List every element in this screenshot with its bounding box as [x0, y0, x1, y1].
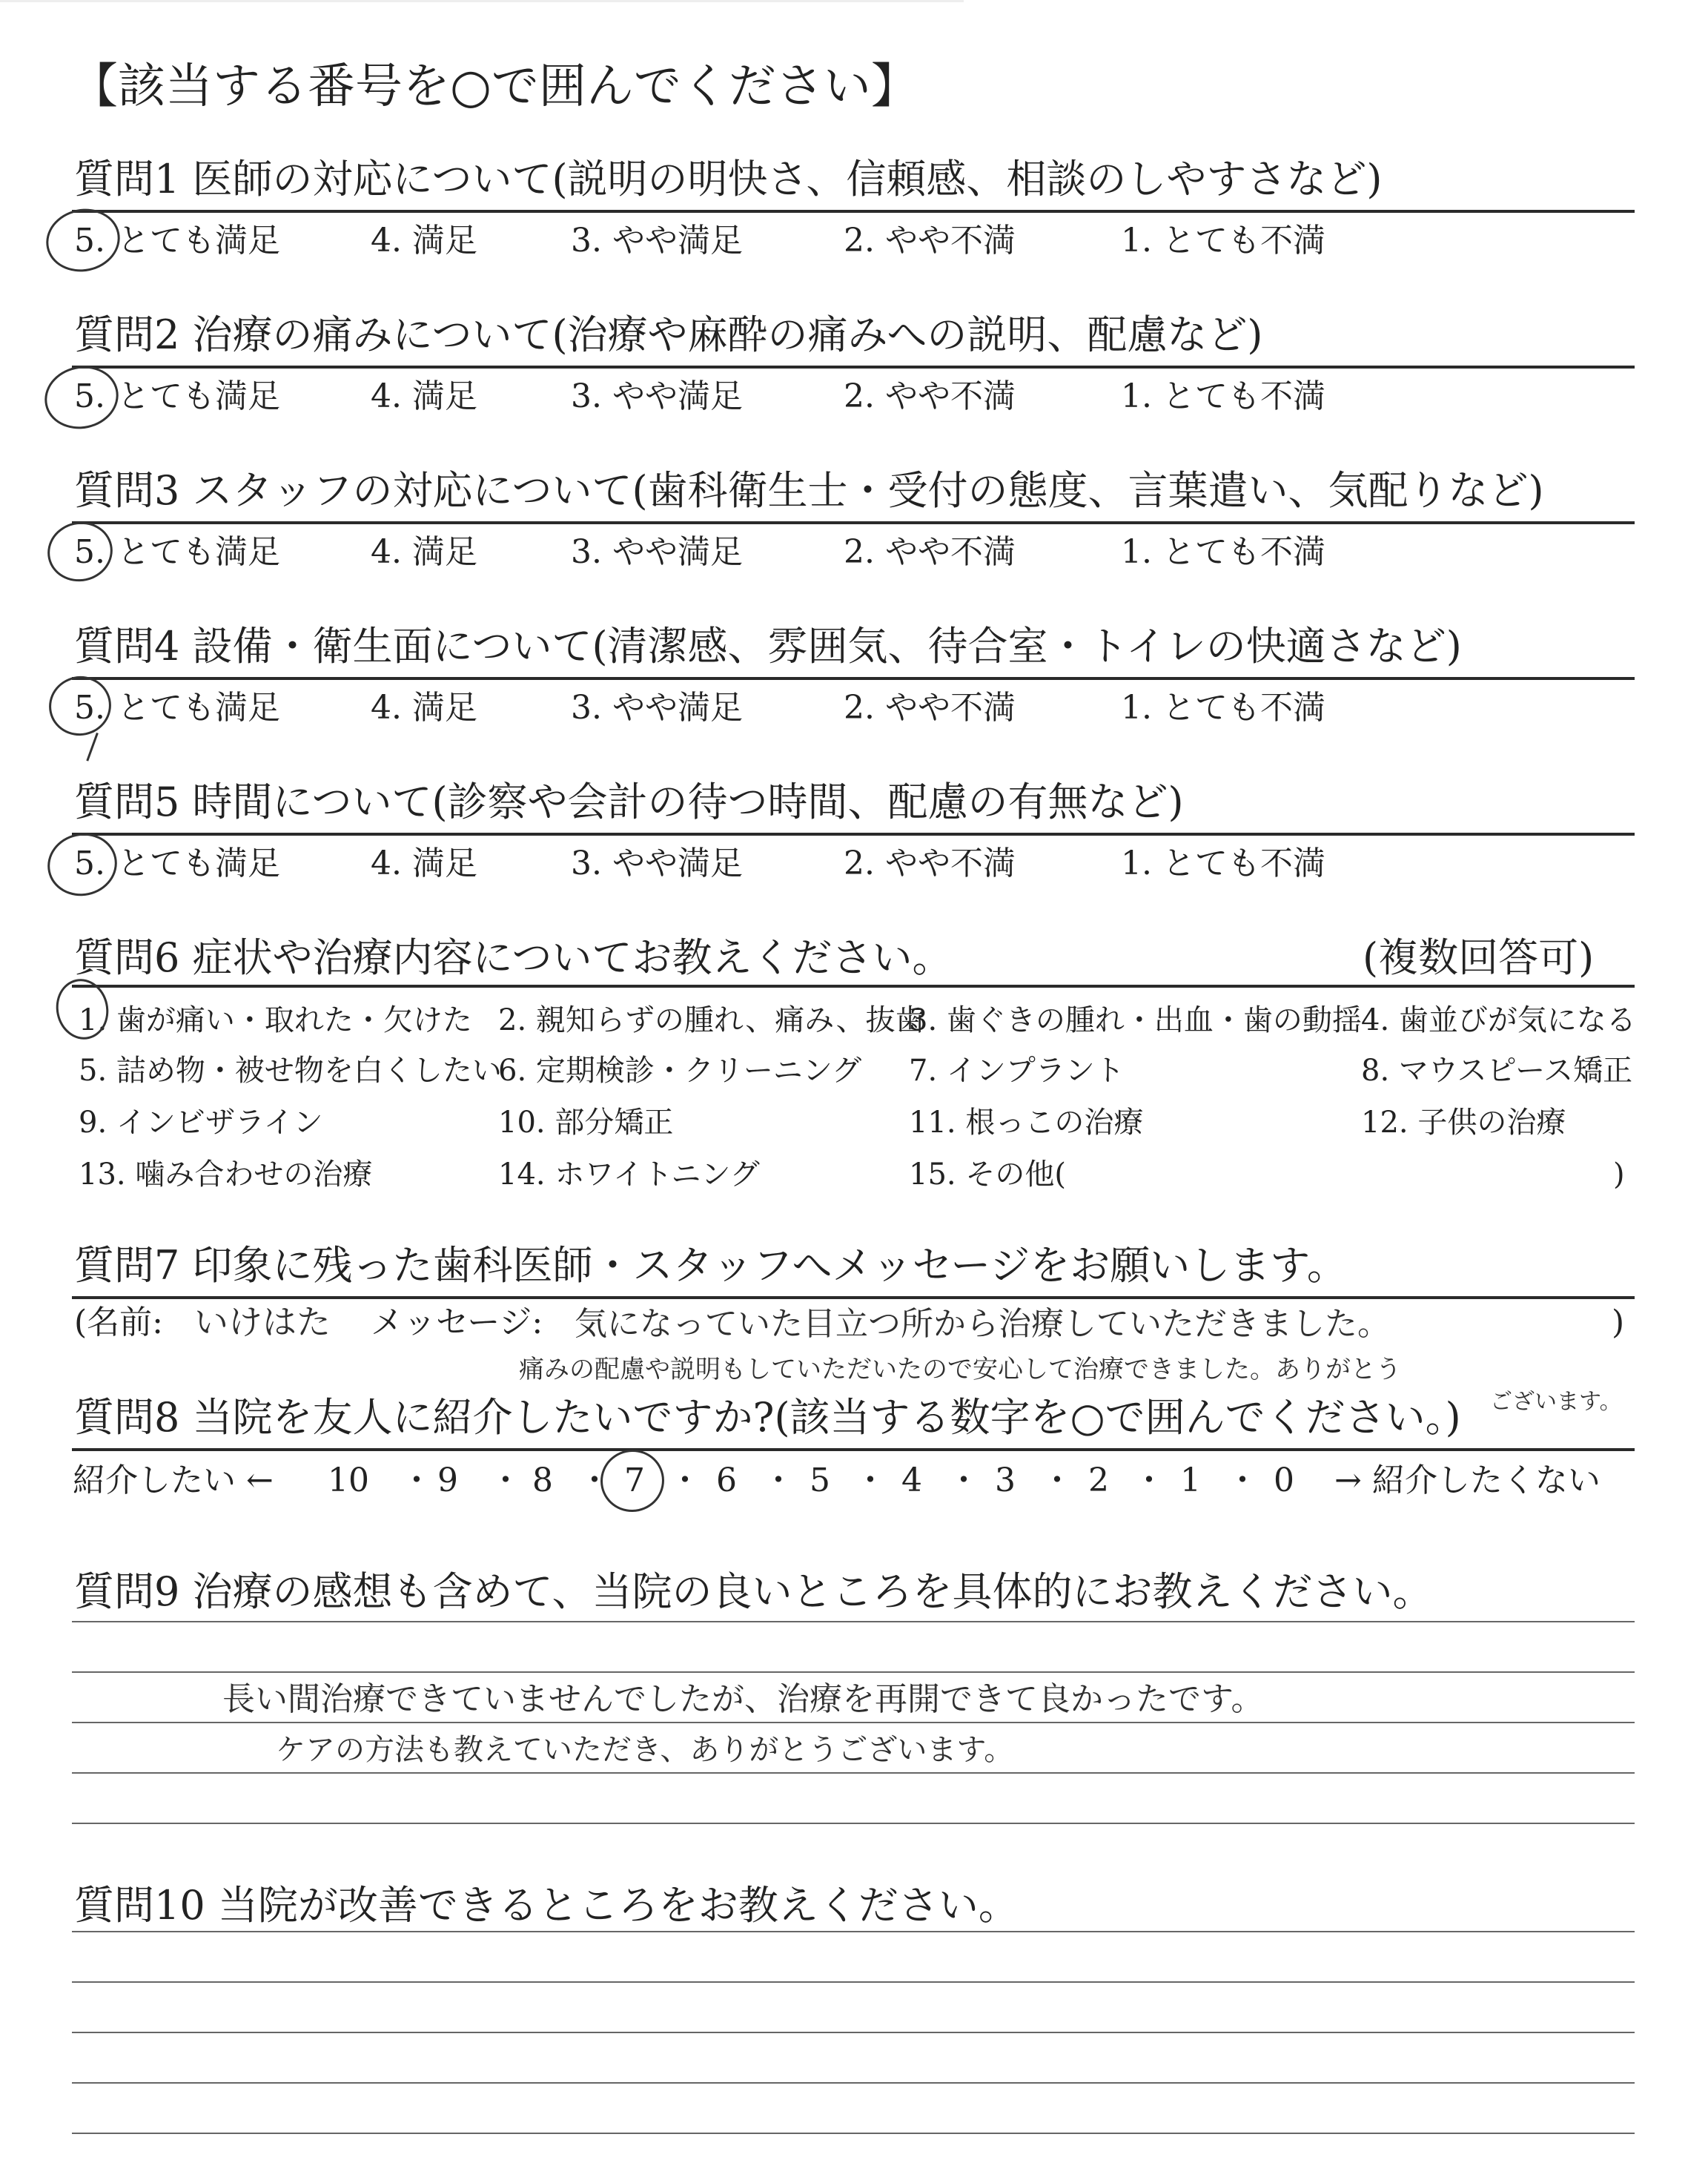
q9-title: 質問9 治療の感想も含めて、当院の良いところを具体的にお教えください。 [74, 1568, 1433, 1615]
q7-close-paren: ) [1612, 1304, 1625, 1341]
q3-option-5-label[interactable]: とても満足 [117, 533, 280, 571]
q10-title: 質問10 当院が改善できるところをお教えください。 [74, 1882, 1019, 1929]
q2-selection-circle [39, 360, 124, 436]
q8-dot: ・ [578, 1462, 611, 1499]
q6-option-9[interactable]: 9. インビザライン [79, 1106, 323, 1140]
q8-dot: ・ [400, 1462, 433, 1499]
q8-number-8[interactable]: 8 [532, 1462, 553, 1499]
q4-option-4[interactable]: 4. 満足 [371, 689, 477, 727]
q7-message-line-1[interactable]: 気になっていた目立つ所から治療していただきました。 [575, 1305, 1390, 1343]
q6-multiple-answers-note: (複数回答可) [1363, 934, 1595, 981]
q6-option-15[interactable]: 15. その他( [909, 1157, 1066, 1192]
q1-option-4[interactable]: 4. 満足 [371, 222, 477, 260]
q8-dot: ・ [489, 1462, 522, 1499]
page-heading: 【該当する番号を○で囲んでください】 [70, 59, 918, 114]
q8-left-label: 紹介したい ← [73, 1462, 274, 1499]
q8-dot: ・ [669, 1462, 701, 1499]
q8-number-2[interactable]: 2 [1088, 1462, 1109, 1499]
q4-option-5-label[interactable]: とても満足 [117, 689, 280, 727]
q5-option-1[interactable]: 1. とても不満 [1121, 845, 1325, 882]
q3-option-1[interactable]: 1. とても不満 [1121, 533, 1325, 571]
q2-title: 質問2 治療の痛みについて(治療や麻酔の痛みへの説明、配慮など) [74, 311, 1263, 358]
q3-option-4[interactable]: 4. 満足 [371, 533, 477, 571]
q8-selection-circle [595, 1444, 670, 1518]
q10-line-2 [72, 1981, 1635, 1983]
q5-option-5-label[interactable]: とても満足 [117, 845, 280, 882]
q8-number-9[interactable]: 9 [437, 1462, 458, 1499]
q6-other-close-paren: ) [1613, 1157, 1625, 1192]
q6-option-8[interactable]: 8. マウスピース矯正 [1361, 1054, 1633, 1088]
q9-line-5 [72, 1823, 1635, 1824]
q7-message-line-3[interactable]: ございます。 [1490, 1389, 1622, 1415]
q6-option-5[interactable]: 5. 詰め物・被せ物を白くしたい [79, 1054, 502, 1088]
q3-rule [72, 521, 1635, 524]
q8-number-6[interactable]: 6 [716, 1462, 737, 1499]
q2-option-5-label[interactable]: とても満足 [117, 377, 280, 415]
q1-rule [72, 210, 1635, 213]
q4-rule [72, 677, 1635, 680]
q8-right-label: → 紹介したくない [1334, 1462, 1601, 1499]
q3-option-5-num[interactable]: 5. [74, 533, 105, 571]
q10-line-5 [72, 2133, 1635, 2134]
q7-name-value[interactable]: いけはた [194, 1302, 331, 1342]
q8-number-7[interactable]: 7 [624, 1462, 645, 1499]
q6-option-12[interactable]: 12. 子供の治療 [1361, 1106, 1566, 1140]
q5-option-5-num[interactable]: 5. [74, 845, 105, 882]
q1-option-2[interactable]: 2. やや不満 [844, 222, 1016, 260]
q4-title: 質問4 設備・衛生面について(清潔感、雰囲気、待合室・トイレの快適さなど) [74, 623, 1462, 670]
q6-option-13[interactable]: 13. 噛み合わせの治療 [79, 1157, 373, 1192]
q7-message-line-2[interactable]: 痛みの配慮や説明もしていただいたので安心して治療できました。ありがとう [519, 1355, 1401, 1384]
q7-message-label: メッセージ: [371, 1304, 543, 1341]
q2-rule [72, 366, 1635, 369]
q9-line-3 [72, 1722, 1635, 1723]
q2-option-5-num[interactable]: 5. [74, 377, 105, 415]
q8-dot: ・ [1041, 1462, 1073, 1499]
q1-option-5-num[interactable]: 5. [74, 222, 105, 260]
q5-option-3[interactable]: 3. やや満足 [571, 845, 743, 882]
q5-rule [72, 833, 1635, 836]
q3-selection-circle [42, 516, 119, 588]
q2-option-4[interactable]: 4. 満足 [371, 377, 477, 415]
q1-option-3[interactable]: 3. やや満足 [571, 222, 743, 260]
q6-option-14[interactable]: 14. ホワイトニング [498, 1157, 760, 1192]
q6-option-7[interactable]: 7. インプラント [909, 1054, 1125, 1088]
q7-rule [72, 1296, 1635, 1299]
q8-rule [72, 1448, 1635, 1451]
q6-option-4[interactable]: 4. 歯並びが気になる [1361, 1003, 1636, 1037]
q8-number-5[interactable]: 5 [810, 1462, 830, 1499]
q1-option-1[interactable]: 1. とても不満 [1121, 222, 1325, 260]
q5-option-4[interactable]: 4. 満足 [371, 845, 477, 882]
q6-rule [72, 985, 1635, 988]
q4-option-1[interactable]: 1. とても不満 [1121, 689, 1325, 727]
q9-line-1 [72, 1621, 1635, 1622]
q4-option-2[interactable]: 2. やや不満 [844, 689, 1016, 727]
q10-line-3 [72, 2032, 1635, 2033]
q10-line-4 [72, 2082, 1635, 2084]
q6-option-1[interactable]: 1. 歯が痛い・取れた・欠けた [79, 1003, 472, 1037]
q9-answer-line-1[interactable]: 長い間治療できていませんでしたが、治療を再開できて良かったです。 [222, 1680, 1264, 1718]
q8-number-0[interactable]: 0 [1274, 1462, 1294, 1499]
q9-answer-line-2[interactable]: ケアの方法も教えていただき、ありがとうございます。 [276, 1733, 1014, 1767]
q8-number-1[interactable]: 1 [1180, 1462, 1201, 1499]
q8-dot: ・ [1226, 1462, 1259, 1499]
q8-number-4[interactable]: 4 [901, 1462, 922, 1499]
q3-option-3[interactable]: 3. やや満足 [571, 533, 743, 571]
q5-title: 質問5 時間について(診察や会計の待つ時間、配慮の有無など) [74, 779, 1184, 825]
q7-title: 質問7 印象に残った歯科医師・スタッフへメッセージをお願いします。 [74, 1242, 1347, 1289]
q7-name-label: (名前: [74, 1304, 163, 1341]
q4-option-5-num[interactable]: 5. [74, 689, 105, 727]
q8-dot: ・ [762, 1462, 795, 1499]
q2-option-1[interactable]: 1. とても不満 [1121, 377, 1325, 415]
q6-option-3[interactable]: 3. 歯ぐきの腫れ・出血・歯の動揺 [909, 1003, 1362, 1037]
q8-title: 質問8 当院を友人に紹介したいですか?(該当する数字を○で囲んでください。) [74, 1394, 1461, 1441]
q6-option-6[interactable]: 6. 定期検診・クリーニング [498, 1054, 862, 1088]
q9-line-4 [72, 1772, 1635, 1774]
q6-option-2[interactable]: 2. 親知らずの腫れ、痛み、抜歯 [498, 1003, 925, 1037]
q5-selection-circle [42, 827, 122, 902]
q2-option-3[interactable]: 3. やや満足 [571, 377, 743, 415]
q8-dot: ・ [854, 1462, 887, 1499]
q4-circle-tail [86, 733, 98, 762]
q4-selection-circle [44, 670, 117, 742]
q8-dot: ・ [1133, 1462, 1165, 1499]
q4-option-3[interactable]: 3. やや満足 [571, 689, 743, 727]
q2-option-2[interactable]: 2. やや不満 [844, 377, 1016, 415]
q8-number-3[interactable]: 3 [995, 1462, 1016, 1499]
q3-option-2[interactable]: 2. やや不満 [844, 533, 1016, 571]
q8-number-10[interactable]: 10 [328, 1462, 369, 1499]
q6-option-11[interactable]: 11. 根っこの治療 [909, 1106, 1144, 1140]
q6-title: 質問6 症状や治療内容についてお教えください。 [74, 934, 953, 981]
q8-dot: ・ [947, 1462, 980, 1499]
q1-selection-circle [40, 202, 125, 279]
q9-line-2 [72, 1671, 1635, 1673]
scan-edge [0, 0, 964, 2]
q1-title: 質問1 医師の対応について(説明の明快さ、信頼感、相談のしやすさなど) [74, 156, 1383, 202]
q1-option-5-label[interactable]: とても満足 [117, 222, 280, 260]
q3-title: 質問3 スタッフの対応について(歯科衛生士・受付の態度、言葉遣い、気配りなど) [74, 467, 1544, 514]
q10-line-1 [72, 1931, 1635, 1932]
q5-option-2[interactable]: 2. やや不満 [844, 845, 1016, 882]
q6-option-10[interactable]: 10. 部分矯正 [498, 1106, 674, 1140]
